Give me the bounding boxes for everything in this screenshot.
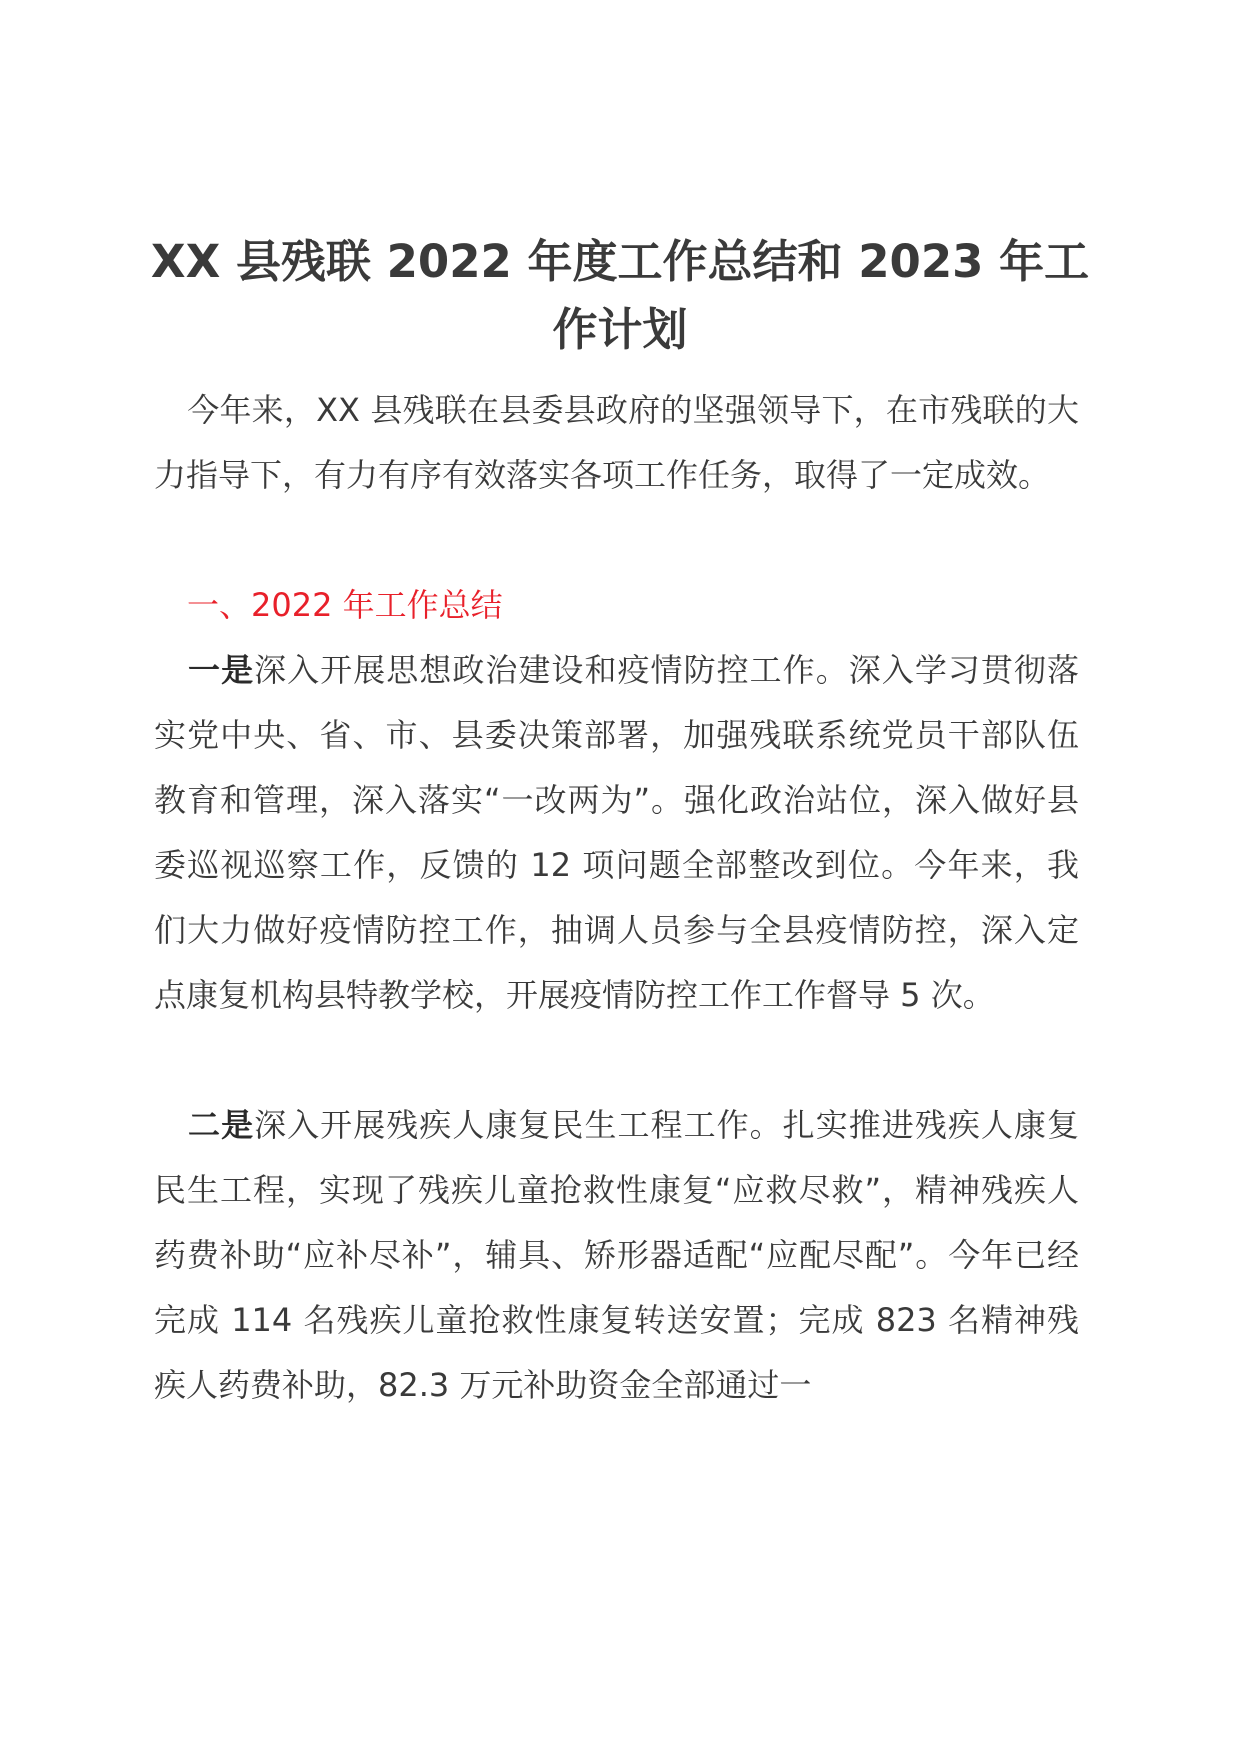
item-text: 深入开展思想政治建设和疫情防控工作。深入学习贯彻落实党中央、省、市、县委决策部署，加强残联系统党员干部队伍教育和管理，深入落实“一改两为”。强化政治站位，深入做好县委巡视巡察工作，反馈的 12 项问题全部整改到位。今年来，我们大力做好疫情防控工作，抽调人员参与全县疫情防控，深入定点康复机构县特教学校，开展疫情防控工作工作督导 5 次。 [154,651,1079,1014]
paragraph-item-1 [154,638,1079,1028]
item-lead: 二是 [187,1106,255,1144]
intro-paragraph [154,378,1079,508]
intro-text: 今年来，XX 县残联在县委县政府的坚强领导下，在市残联的大力指导下，有力有序有效落实各项工作任务，取得了一定成效。 [154,391,1079,494]
document-title: XX 县残联 2022 年度工作总结和 2023 年工作计划 [150,235,1090,356]
item-text: 深入开展残疾人康复民生工程工作。扎实推进残疾人康复民生工程，实现了残疾儿童抢救性康复“应救尽救”，精神残疾人药费补助“应补尽补”，辅具、矫形器适配“应配尽配”。今年已经完成 114 名残疾儿童抢救性康复转送安置；完成 823 名精神残疾人药费补助，82.3 万元补助资金全部通过一 [154,1106,1079,1404]
section-heading: 一、2022 年工作总结 [187,586,503,624]
item-lead: 一是 [187,651,255,689]
paragraph-item-2 [154,1093,1079,1418]
